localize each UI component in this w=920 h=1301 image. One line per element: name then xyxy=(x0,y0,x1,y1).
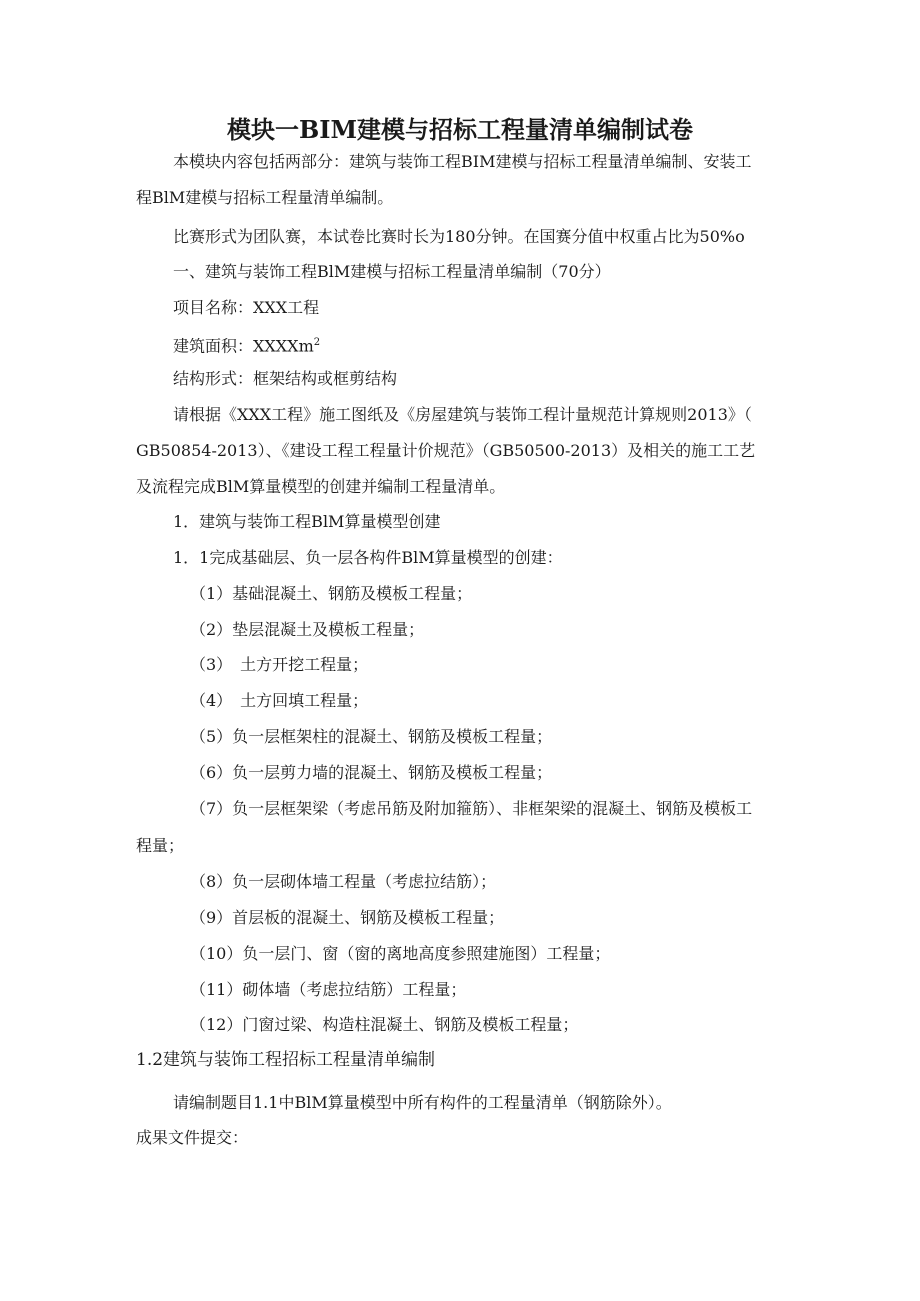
list-item: （5）负一层框架柱的混凝土、钢筋及模板工程量； xyxy=(190,727,553,746)
list-item: （2）垫层混凝土及模板工程量； xyxy=(190,620,425,639)
format-line: 比赛形式为团队赛，本试卷比赛时长为180分钟。在国赛分值中权重占比为50%o xyxy=(173,227,745,246)
list-item-continuation: 程量； xyxy=(136,836,185,855)
subsection-1-2: 1.2建筑与装饰工程招标工程量清单编制 xyxy=(136,1050,436,1070)
requirement-line-1: 请根据《XXX工程》施工图纸及《房屋建筑与装饰工程计量规范计算规则2013》（ xyxy=(173,405,752,424)
list-item: （11）砌体墙（考虑拉结筋）工程量； xyxy=(190,980,467,999)
building-area-superscript: 2 xyxy=(313,337,321,348)
requirement-line-2: GB50854-2013）、《建设工程工程量计价规范》（GB50500-2013）及相关的施工工艺 xyxy=(136,441,756,460)
list-item: （8）负一层砌体墙工程量（考虑拉结筋）； xyxy=(190,872,497,891)
list-item: （7）负一层框架梁（考虑吊筋及附加箍筋）、非框架梁的混凝土、钢筋及模板工 xyxy=(190,799,753,818)
list-item: （10）负一层门、窗（窗的离地高度参照建施图）工程量； xyxy=(190,944,611,963)
structure-form: 结构形式：框架结构或框剪结构 xyxy=(173,369,398,388)
subsection-1-1: 1．1完成基础层、负一层各构件BlM算量模型的创建： xyxy=(173,548,563,567)
subsection-1: 1．建筑与装饰工程BlM算量模型创建 xyxy=(173,512,441,531)
building-area xyxy=(173,333,320,356)
list-item: （12）门窗过梁、构造柱混凝土、钢筋及模板工程量； xyxy=(190,1015,579,1034)
project-name: 项目名称：XXX工程 xyxy=(173,298,320,317)
list-item: （1）基础混凝土、钢筋及模板工程量； xyxy=(190,584,473,603)
requirement-line-3: 及流程完成BlM算量模型的创建并编制工程量清单。 xyxy=(136,477,506,496)
intro-line-1: 本模块内容包括两部分：建筑与装饰工程BIM建模与招标工程量清单编制、安装工 xyxy=(173,152,752,171)
subsection-1-2-text: 请编制题目1.1中BlM算量模型中所有构件的工程量清单（钢筋除外）。 xyxy=(173,1093,672,1112)
section-1-heading: 一、建筑与装饰工程BlM建模与招标工程量清单编制（70分） xyxy=(173,262,611,281)
intro-line-2: 程BlM建模与招标工程量清单编制。 xyxy=(136,188,394,207)
list-item: （4） 土方回填工程量； xyxy=(190,691,369,710)
building-area-text: 建筑面积：XXXXm xyxy=(173,336,314,356)
list-item: （9）首层板的混凝土、钢筋及模板工程量； xyxy=(190,908,505,927)
list-item: （3） 土方开挖工程量； xyxy=(190,655,369,674)
deliverables-heading: 成果文件提交： xyxy=(136,1128,249,1147)
document-title: 模块一BIM建模与招标工程量清单编制试卷 xyxy=(226,115,694,144)
list-item: （6）负一层剪力墙的混凝土、钢筋及模板工程量； xyxy=(190,763,553,782)
